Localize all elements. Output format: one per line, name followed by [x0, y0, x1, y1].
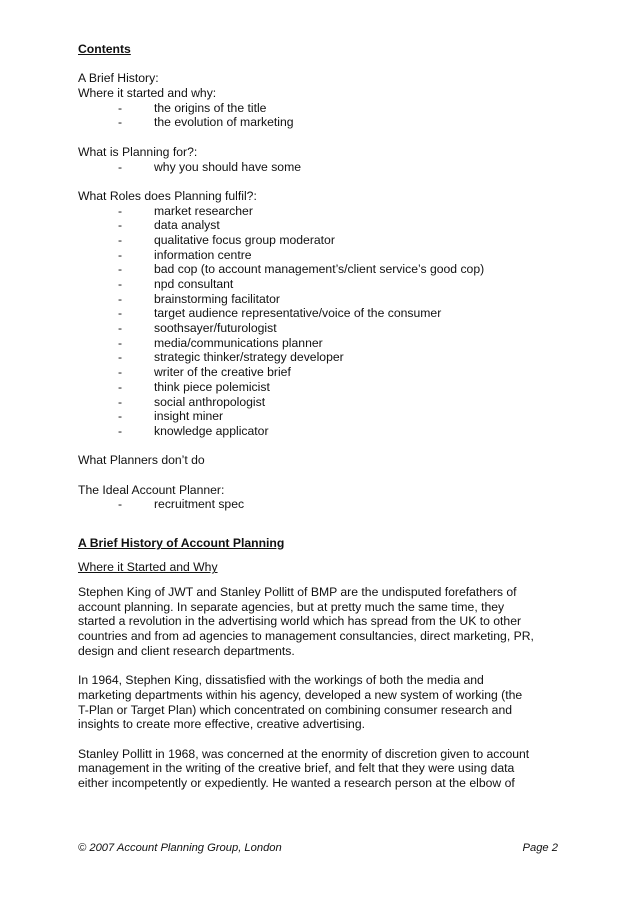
section-title: A Brief History:: [78, 71, 159, 86]
list-item: - npd consultant: [118, 277, 234, 291]
footer-page-number: Page 2: [522, 842, 558, 854]
history-subheading: Where it Started and Why: [78, 560, 218, 575]
document-page: [78, 42, 560, 791]
list-item: - soothsayer/futurologist: [118, 321, 277, 336]
list-item: - brainstorming facilitator: [118, 291, 280, 306]
list-item: - knowledge applicator: [118, 423, 269, 438]
list-item: - market researcher: [118, 203, 253, 218]
section-title: What is Planning for?:: [78, 144, 198, 159]
list-item: - strategic thinker/strategy developer: [118, 350, 344, 365]
history-heading: A Brief History of Account Planning: [78, 535, 285, 550]
list-item: - media/communications planner: [118, 335, 323, 350]
paragraph: In 1964, Stephen King, dissatisfied with the workings of both the media and marketing departments within his agency, developed a new system of working (the T-Plan or Target Plan) which concentrated on combining consumer research and insights to create more effective, creative advertising.: [78, 673, 523, 732]
list-item: - target audience representative/voice of the consumer: [118, 306, 442, 321]
list-item: - insight miner: [118, 409, 224, 424]
list-item: - writer of the creative brief: [118, 365, 291, 380]
list-item: - why you should have some: [118, 159, 302, 174]
contents-heading: Contents: [78, 42, 131, 56]
footer-copyright: © 2007 Account Planning Group, London: [78, 842, 282, 854]
section-title: What Planners don’t do: [78, 453, 205, 468]
list-item: - information centre: [118, 247, 252, 262]
paragraph: Stephen King of JWT and Stanley Pollitt of BMP are the undisputed forefathers of account planning. In separate agencies, but at pretty much the same time, they started a revolution in the advertising world which has spread from the UK to other countries and from ad agencies to management consultancies, direct marketing, PR, design and client research departments.: [78, 585, 534, 658]
list-item: - think piece polemicist: [118, 379, 270, 394]
list-item: - qualitative focus group moderator: [118, 232, 335, 247]
list-item: - data analyst: [118, 218, 220, 233]
section-title: What Roles does Planning fulfil?:: [78, 188, 257, 203]
section-title: Where it started and why:: [78, 86, 217, 101]
list-item: - recruitment spec: [118, 497, 245, 512]
list-item: - social anthropologist: [118, 394, 266, 409]
paragraph: Stanley Pollitt in 1968, was concerned at the enormity of discretion given to account management in the writing of the creative brief, and felt that they were using data either incompetently or expediently. He wanted a research person at the elbow of: [78, 746, 530, 790]
section-title: The Ideal Account Planner:: [78, 482, 225, 497]
list-item: - the evolution of marketing: [118, 115, 294, 130]
list-item: - bad cop (to account management’s/client service’s good cop): [118, 262, 485, 277]
list-item: - the origins of the title: [118, 100, 267, 115]
